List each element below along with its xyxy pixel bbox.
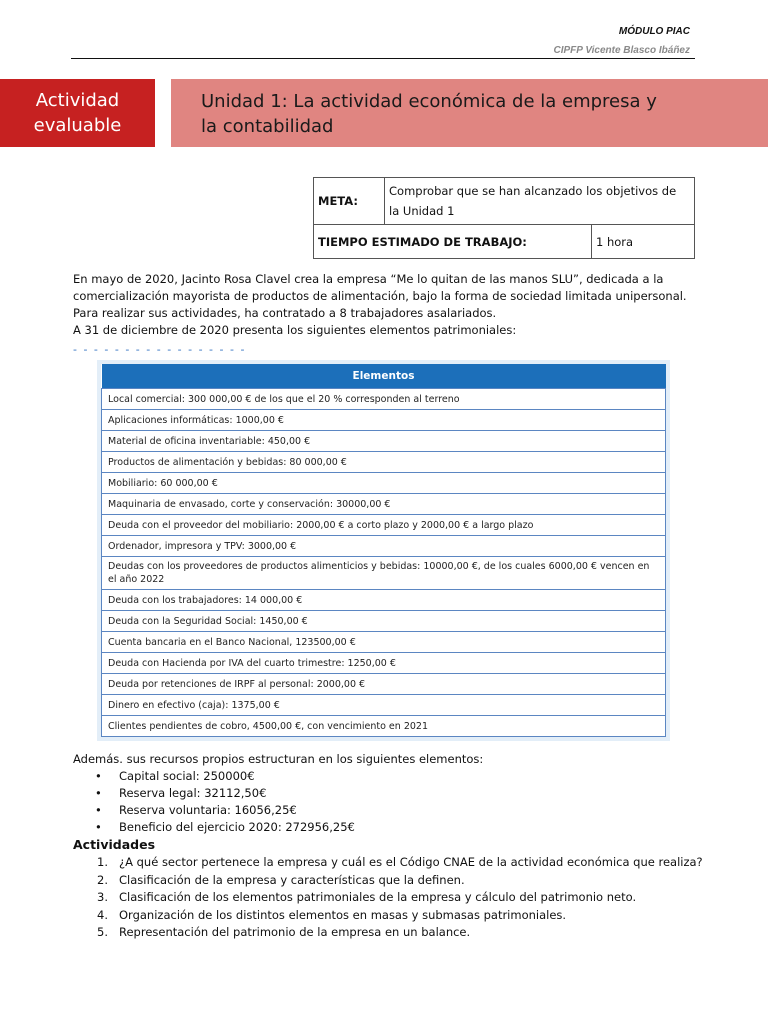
table-row: [102, 557, 666, 590]
list-item: [73, 907, 703, 925]
table-cell: Dinero en efectivo (caja): 1375,00 €: [102, 695, 666, 716]
table-cell: Productos de alimentación y bebidas: 80 000,00 €: [102, 452, 666, 473]
list-item: [73, 768, 483, 785]
activities-list: [73, 854, 703, 942]
intro-line-2: A 31 de diciembre de 2020 presenta los siguientes elementos patrimoniales:: [73, 323, 517, 337]
intro-paragraph: En mayo de 2020, Jacinto Rosa Clavel crea la empresa “Me lo quitan de las manos SLU”, dedicada a la comercialización mayorista de productos de alimentación, bajo la forma de sociedad limitada unipersonal. Para realizar sus actividades, ha contratado a 8 trabajadores asalariados.: [73, 272, 687, 320]
list-item: [73, 924, 703, 942]
list-item-text: Reserva legal: 32112,50€: [119, 786, 267, 800]
school-name: CIPFP Vicente Blasco Ibáñez: [553, 45, 690, 56]
table-cell: Deuda con el proveedor del mobiliario: 2000,00 € a corto plazo y 2000,00 € a largo plazo: [102, 515, 666, 536]
item-number: 2.: [97, 872, 108, 887]
table-row: [102, 653, 666, 674]
table-row: [102, 410, 666, 431]
module-name: MÓDULO PIAC: [618, 26, 690, 37]
activities-section: [73, 837, 703, 942]
meta-label: META:: [314, 178, 385, 225]
header-divider: [71, 58, 695, 59]
table-cell: Mobiliario: 60 000,00 €: [102, 473, 666, 494]
table-cell: Deuda con la Seguridad Social: 1450,00 €: [102, 611, 666, 632]
list-item-text: Clasificación de la empresa y características que la definen.: [119, 872, 465, 887]
meta-value: Comprobar que se han alcanzado los objetivos de la Unidad 1: [385, 178, 695, 225]
list-item: [73, 785, 483, 802]
elements-table: [101, 364, 666, 737]
list-item-text: Reserva voluntaria: 16056,25€: [119, 803, 297, 817]
resources-list: [73, 768, 483, 836]
time-label: TIEMPO ESTIMADO DE TRABAJO:: [314, 225, 592, 259]
table-cell: Clientes pendientes de cobro, 4500,00 €, con vencimiento en 2021: [102, 716, 666, 737]
table-row: [102, 452, 666, 473]
list-item: [73, 872, 703, 890]
elements-table-container: [97, 360, 670, 741]
unit-title-banner: [171, 79, 768, 147]
list-item-text: Organización de los distintos elementos en masas y submasas patrimoniales.: [119, 907, 567, 922]
intro-text: [73, 271, 703, 339]
table-cell: Cuenta bancaria en el Banco Nacional, 123500,00 €: [102, 632, 666, 653]
bullet-icon: •: [95, 786, 102, 800]
table-row: [102, 674, 666, 695]
unit-title-line-2: la contabilidad: [201, 116, 334, 137]
table-cell: Maquinaria de envasado, corte y conservación: 30000,00 €: [102, 494, 666, 515]
item-number: 1.: [97, 855, 108, 869]
list-item-text: Clasificación de los elementos patrimoniales de la empresa y cálculo del patrimonio neto.: [119, 890, 637, 904]
table-row: [102, 536, 666, 557]
table-cell: Aplicaciones informáticas: 1000,00 €: [102, 410, 666, 431]
table-cell: Deudas con los proveedores de productos alimenticios y bebidas: 10000,00 €, de los cuales 6000,00 € vencen en el año 2022: [102, 557, 666, 590]
table-cell: Deuda con Hacienda por IVA del cuarto trimestre: 1250,00 €: [102, 653, 666, 674]
item-number: 3.: [97, 890, 108, 904]
table-row: [102, 611, 666, 632]
time-value: 1 hora: [592, 225, 695, 259]
table-row: [102, 695, 666, 716]
elements-header: Elementos: [102, 364, 666, 389]
item-number: 5.: [97, 925, 108, 939]
list-item-text: Beneficio del ejercicio 2020: 272956,25€: [119, 820, 355, 834]
bullet-icon: •: [95, 769, 102, 783]
resources-intro: Además. sus recursos propios estructuran en los siguientes elementos:: [73, 752, 484, 766]
list-item: [73, 819, 483, 836]
item-number: 4.: [97, 907, 108, 922]
own-resources-section: [73, 751, 483, 836]
list-item: [73, 889, 703, 907]
table-row: [102, 431, 666, 452]
list-item-text: Capital social: 250000€: [119, 769, 255, 783]
table-cell: Material de oficina inventariable: 450,00 €: [102, 431, 666, 452]
table-row: [102, 473, 666, 494]
activity-badge: [0, 79, 155, 147]
list-item-text: Representación del patrimonio de la empresa en un balance.: [119, 925, 471, 939]
bullet-icon: •: [95, 803, 102, 817]
table-cell: Ordenador, impresora y TPV: 3000,00 €: [102, 536, 666, 557]
list-item: [73, 854, 703, 872]
table-row: [102, 389, 666, 410]
table-row: [102, 590, 666, 611]
list-item-text: ¿A qué sector pertenece la empresa y cuál es el Código CNAE de la actividad económica que realiza?: [119, 855, 703, 869]
dashed-separator: - - - - - - - - - - - - - - - - -: [73, 343, 246, 356]
table-cell: Local comercial: 300 000,00 € de los que el 20 % corresponden al terreno: [102, 389, 666, 410]
meta-table: [313, 177, 695, 259]
table-row: [102, 494, 666, 515]
table-row: [102, 515, 666, 536]
badge-line-2: evaluable: [33, 115, 122, 136]
unit-title-line-1: Unidad 1: La actividad económica de la empresa y: [201, 91, 657, 112]
table-row: [102, 716, 666, 737]
table-cell: Deuda por retenciones de IRPF al personal: 2000,00 €: [102, 674, 666, 695]
bullet-icon: •: [95, 820, 102, 834]
table-cell: Deuda con los trabajadores: 14 000,00 €: [102, 590, 666, 611]
list-item: [73, 802, 483, 819]
activities-title: Actividades: [73, 837, 156, 852]
badge-line-1: Actividad: [35, 90, 120, 111]
table-row: [102, 632, 666, 653]
